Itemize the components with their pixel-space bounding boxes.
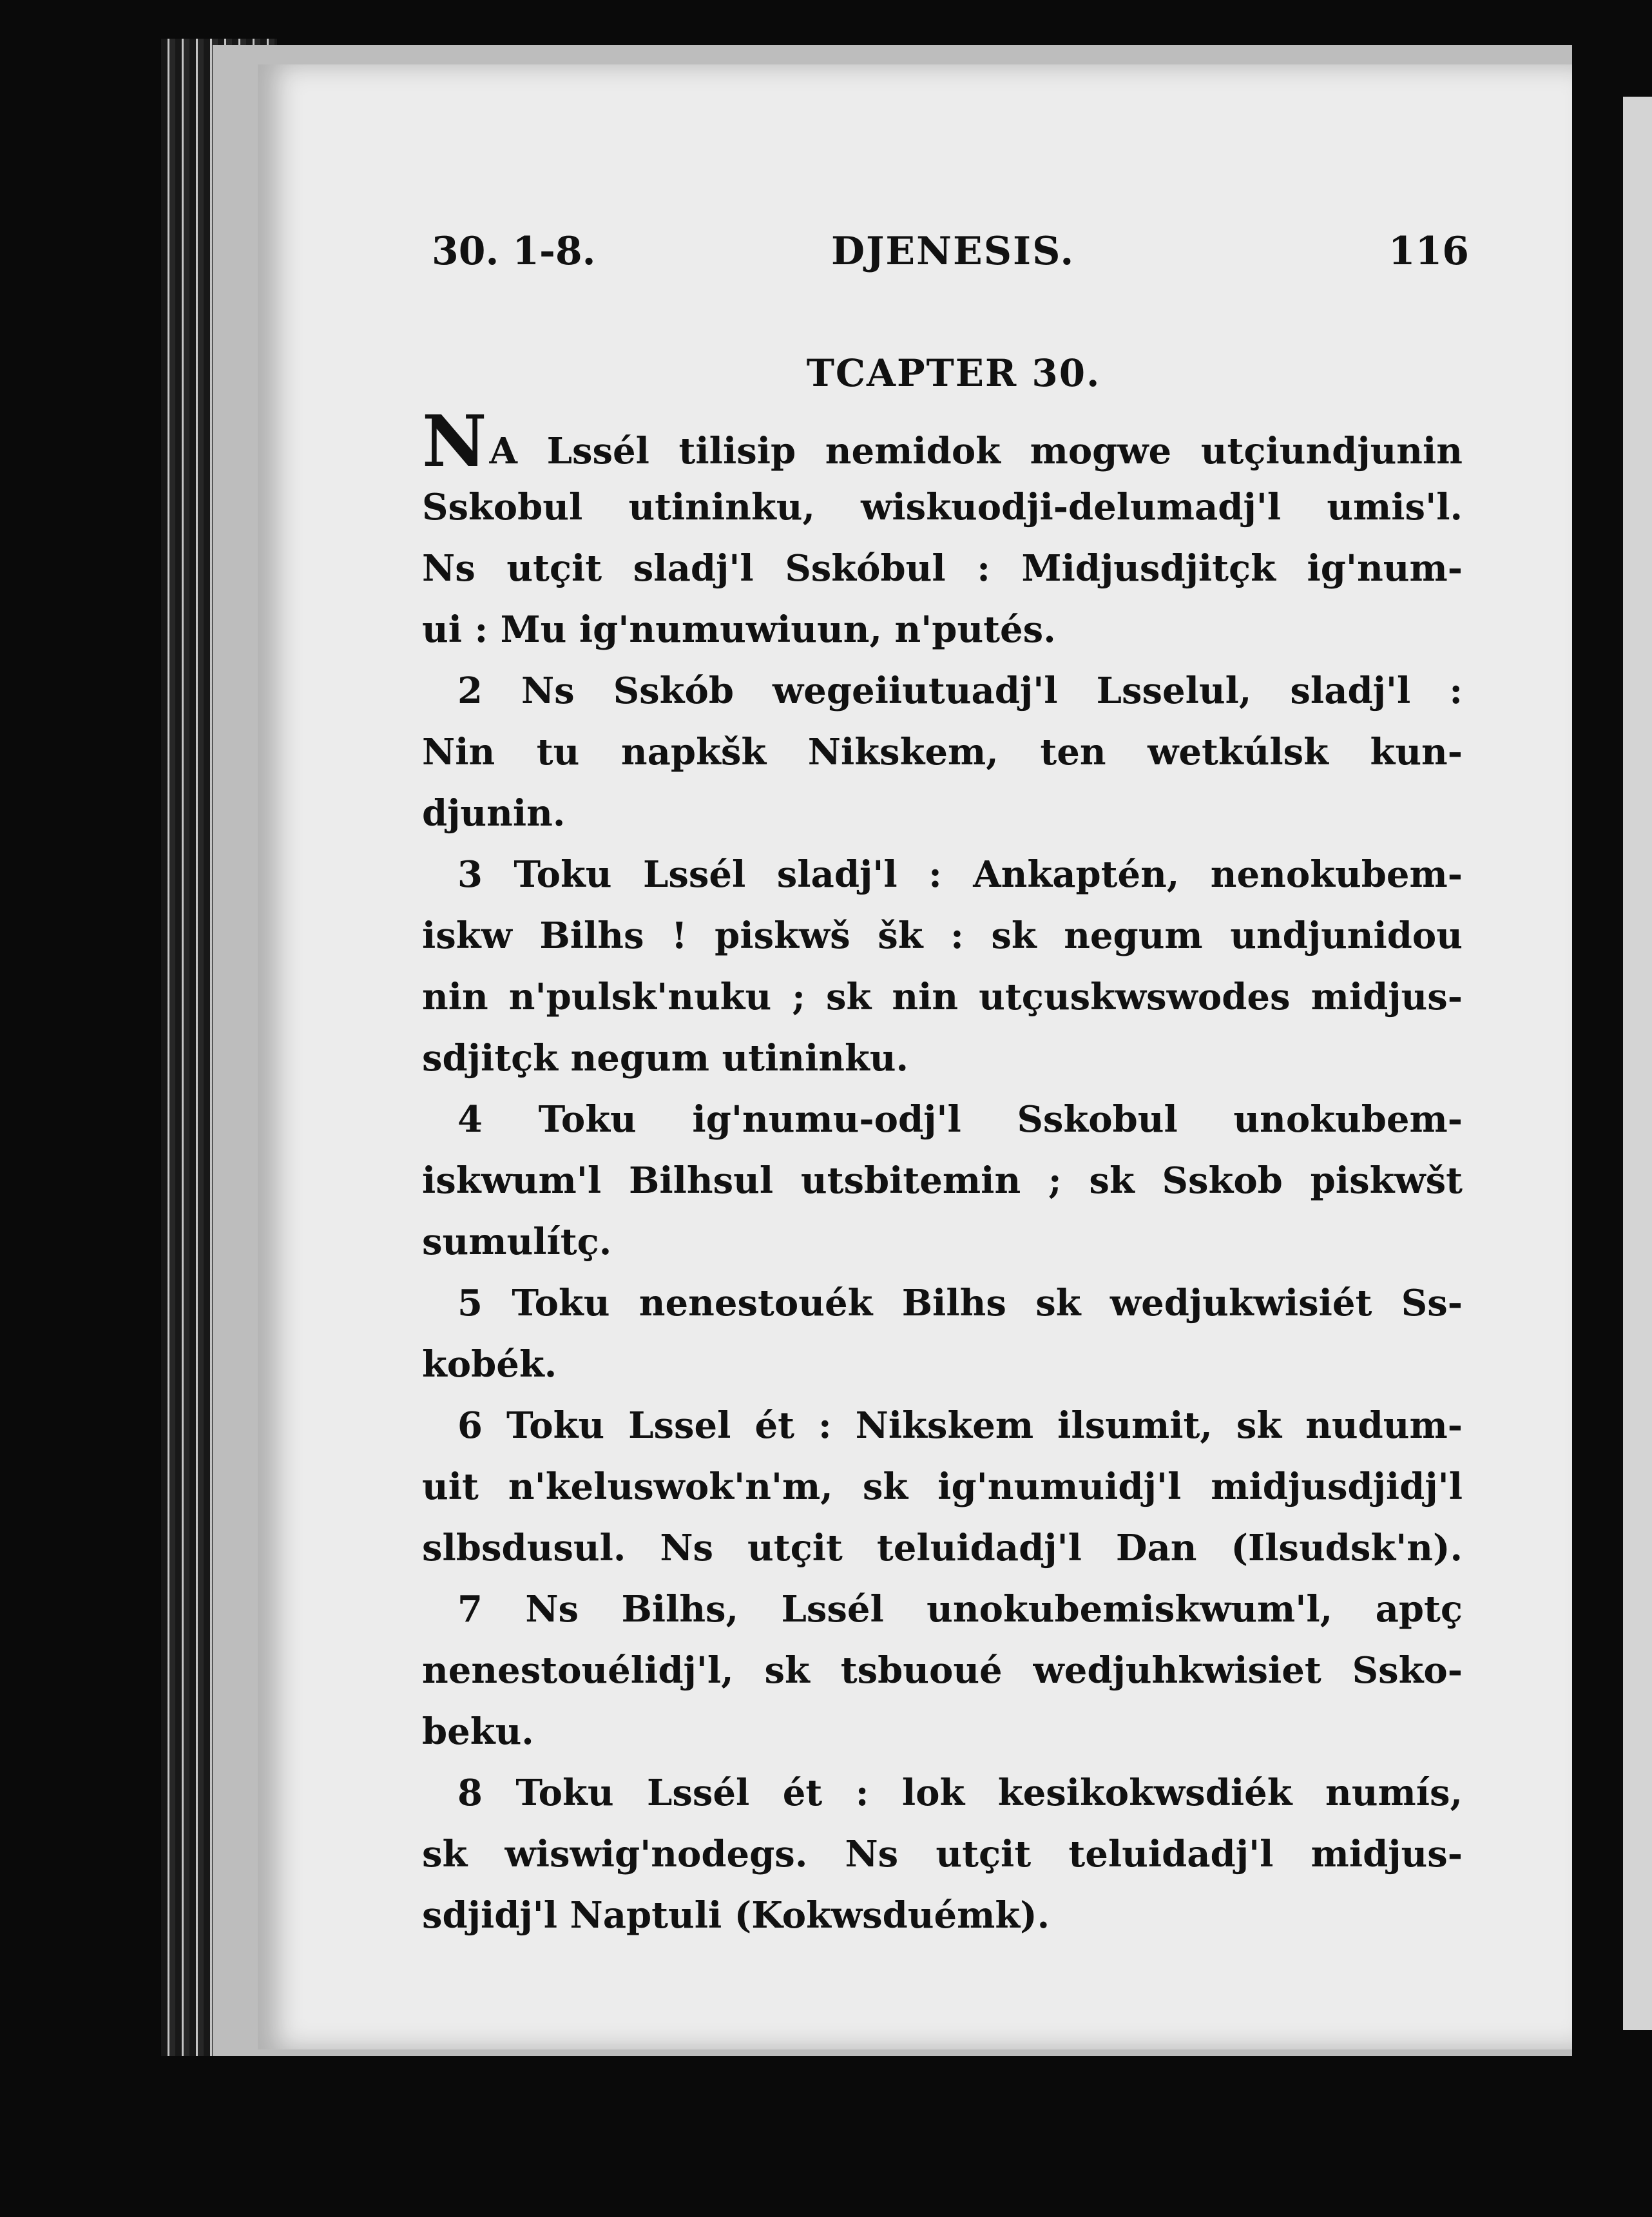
drop-cap: N [422,400,487,483]
text-line: uit n'keluswok'n'm, sk ig'numuidj'l midjusdjidj'l [422,1466,1463,1508]
text-line: sdjitçk negum utininku. [422,1037,909,1079]
text-line: iskw Bilhs ! piskwš šk : sk negum undjunidou [422,915,1463,957]
text-line: nin n'pulsk'nuku ; sk nin utçuskwswodes midjus- [422,976,1463,1018]
text-line: Nin tu napkšk Nikskem, ten wetkúlsk kun- [422,731,1463,773]
chapter-verse-reference: 30. 1-8. [432,229,596,274]
text-line: iskwum'l Bilhsul utsbitemin ; sk Sskob piskwšt [422,1159,1463,1202]
text-line: 7 Ns Bilhs, Lssél unokubemiskwum'l, aptç [457,1588,1463,1631]
page-number: 116 [1388,229,1469,274]
text-line: sk wiswig'nodegs. Ns utçit teluidadj'l midjus- [422,1833,1463,1875]
text-line: 2 Ns Sskób wegeiiutuadj'l Lsselul, sladj'l : [457,670,1463,712]
text-line: 5 Toku nenestouék Bilhs sk wedjukwisiét Ss- [457,1282,1463,1324]
text-line: sumulítç. [422,1221,612,1263]
text-line: Sskobul utininku, wiskuodji-delumadj'l umis'l. [422,486,1463,528]
text-line: Ns utçit sladj'l Sskóbul : Midjusdjitçk ig'num- [422,547,1463,590]
text-line: beku. [422,1710,534,1753]
text-line: 8 Toku Lssél ét : lok kesikokwsdiék numís, [457,1772,1463,1814]
text-line: slbsdusul. Ns utçit teluidadj'l Dan (Ilsudsk'n). [422,1527,1463,1569]
text-line: djunin. [422,792,566,835]
text-line: 6 Toku Lssel ét : Nikskem ilsumit, sk nudum- [457,1404,1463,1447]
text-line: nenestouélidj'l, sk tsbuoué wedjuhkwisiet Ssko- [422,1649,1463,1692]
text-line: ui : Mu ig'numuwiuun, n'putés. [422,608,1056,651]
body-text [422,400,1463,1946]
text-line: kobék. [422,1343,557,1386]
text-line: sdjidj'l Naptuli (Kokwsduémk). [422,1894,1050,1937]
right-page-edge [1623,97,1652,2030]
running-header [432,229,1469,287]
text-line: 3 Toku Lssél sladj'l : Ankaptén, nenokubem- [457,853,1463,896]
text-line: 4 Toku ig'numu-odj'l Sskobul unokubem- [457,1098,1463,1141]
chapter-heading: TCAPTER 30. [806,351,1101,395]
text-line: NA Lssél tilisip nemidok mogwe utçiundjunin [422,400,1463,483]
book-title: DJENESIS. [831,229,1075,274]
